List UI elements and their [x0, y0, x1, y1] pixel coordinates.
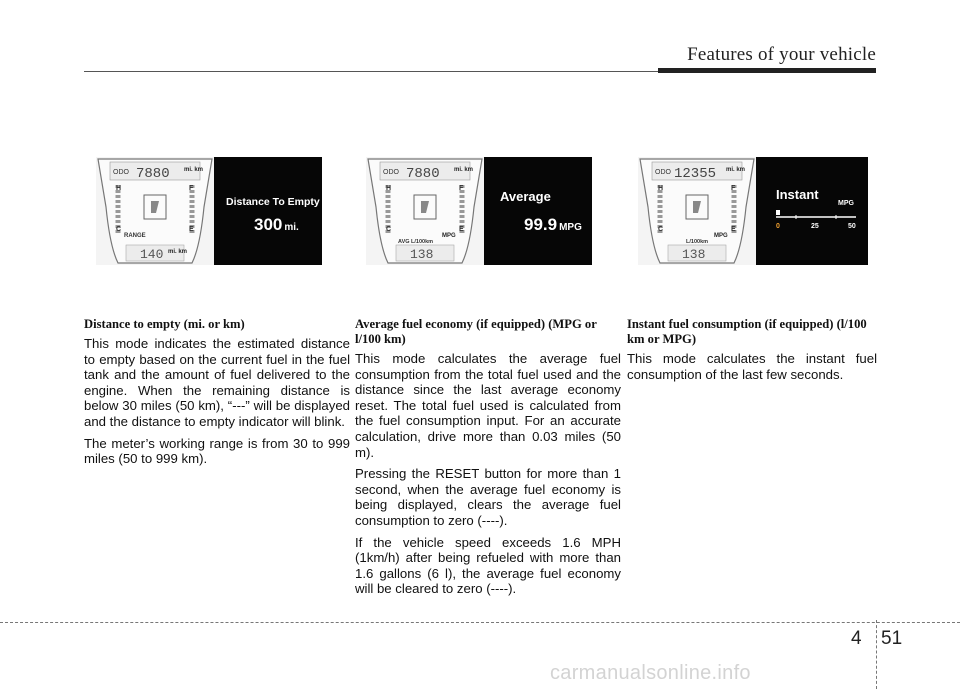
svg-text:F: F: [459, 185, 464, 192]
header-rule: [84, 71, 660, 72]
column-average-fuel-economy: [355, 317, 621, 603]
odo-unit: mi. km: [454, 167, 474, 173]
lcd-title: Instant: [776, 187, 819, 202]
page-section-number: 4: [851, 628, 862, 649]
avg-value: 138: [410, 247, 434, 262]
svg-text:E: E: [731, 226, 736, 233]
watermark[interactable]: carmanualsonline.info: [550, 662, 751, 684]
svg-text:E: E: [459, 226, 464, 233]
column-instant-fuel-consumption: [627, 317, 877, 388]
svg-text:C: C: [658, 226, 664, 233]
section-heading: Instant fuel consumption (if equipped) (l/100 km or MPG): [627, 317, 867, 346]
paragraph: This mode indicates the estimated distance to empty based on the current fuel in the fuel tank and the amount of fuel delivered to the engine. When the remaining distance is below 30 miles (50 km), “---” will be displayed and the distance to empty indicator will blink.: [84, 336, 350, 429]
scale-label-mid: 25: [811, 223, 819, 229]
odo-label: ODO: [655, 169, 671, 176]
scale-label-max: 50: [848, 223, 856, 229]
paragraph: If the vehicle speed exceeds 1.6 MPH (1km/h) after being refueled with more than 1.6 gallons (6 l), the average fuel economy will be cleared to zero (----).: [355, 534, 621, 597]
svg-text:H: H: [116, 185, 122, 192]
odo-value: 7880: [406, 166, 440, 182]
odo-unit: mi. km: [184, 167, 204, 173]
paragraph: The meter’s working range is from 30 to 999 miles (50 to 999 km).: [84, 435, 350, 467]
svg-text:C: C: [386, 226, 392, 233]
lcd-display: [756, 157, 868, 265]
paragraph: This mode calculates the instant fuel consumption of the last few seconds.: [627, 351, 877, 382]
column-distance-to-empty: [84, 317, 350, 473]
header-rule-accent: [658, 68, 876, 73]
svg-text:C: C: [116, 226, 122, 233]
lcd-title: Distance To Empty: [226, 196, 320, 208]
svg-text:F: F: [731, 185, 736, 192]
lcd-value: 300 mi.: [254, 215, 299, 234]
lcd-unit: MPG: [838, 200, 854, 207]
consumption-value: 138: [682, 247, 706, 262]
paragraph: This mode calculates the average fuel consumption from the total fuel used and the distance since the last average economy reset. The total fuel used is calculated from the fuel consumption input. For an accurate calculation, drive more than 0.03 miles (50 m).: [355, 351, 621, 460]
odo-value: 7880: [136, 166, 170, 182]
lcd-title: Average: [500, 189, 551, 204]
footer-divider: [876, 620, 877, 689]
range-unit: mi. km: [168, 249, 188, 255]
section-heading: Average fuel economy (if equipped) (MPG or l/100 km): [355, 317, 597, 346]
instant-scale: [776, 209, 860, 229]
range-value: 140: [140, 247, 164, 262]
range-label: RANGE: [124, 233, 146, 239]
svg-text:H: H: [386, 185, 392, 192]
svg-text:E: E: [189, 226, 194, 233]
figure-average-fuel-economy: [366, 157, 594, 265]
instrument-cluster: [638, 157, 756, 265]
section-heading: Distance to empty (mi. or km): [84, 317, 245, 331]
footer-rule: [0, 622, 960, 623]
odo-label: ODO: [113, 169, 129, 176]
lcd-display: [484, 157, 592, 265]
avg-unit: MPG: [442, 233, 456, 239]
svg-text:H: H: [658, 185, 664, 192]
consumption-unit: MPG: [714, 233, 728, 239]
lcd-display: [214, 157, 322, 265]
avg-label: AVG L/100km: [398, 239, 434, 245]
consumption-label: L/100km: [686, 239, 709, 245]
paragraph: Pressing the RESET button for more than 1 second, when the average fuel economy is being displayed, clears the average fuel consumption to zero (----).: [355, 466, 621, 528]
instrument-cluster: [366, 157, 484, 265]
header-title: Features of your vehicle: [687, 44, 876, 65]
page-number: 51: [881, 628, 903, 649]
odo-label: ODO: [383, 169, 399, 176]
svg-text:F: F: [189, 185, 194, 192]
instrument-cluster: [96, 157, 214, 265]
odo-unit: mi. km: [726, 167, 746, 173]
figure-distance-to-empty: [96, 157, 324, 265]
lcd-value: 99.9 MPG: [524, 215, 582, 234]
scale-label-min: 0: [776, 223, 780, 229]
odo-value: 12355: [674, 166, 717, 182]
figure-instant-fuel-consumption: [638, 157, 866, 265]
